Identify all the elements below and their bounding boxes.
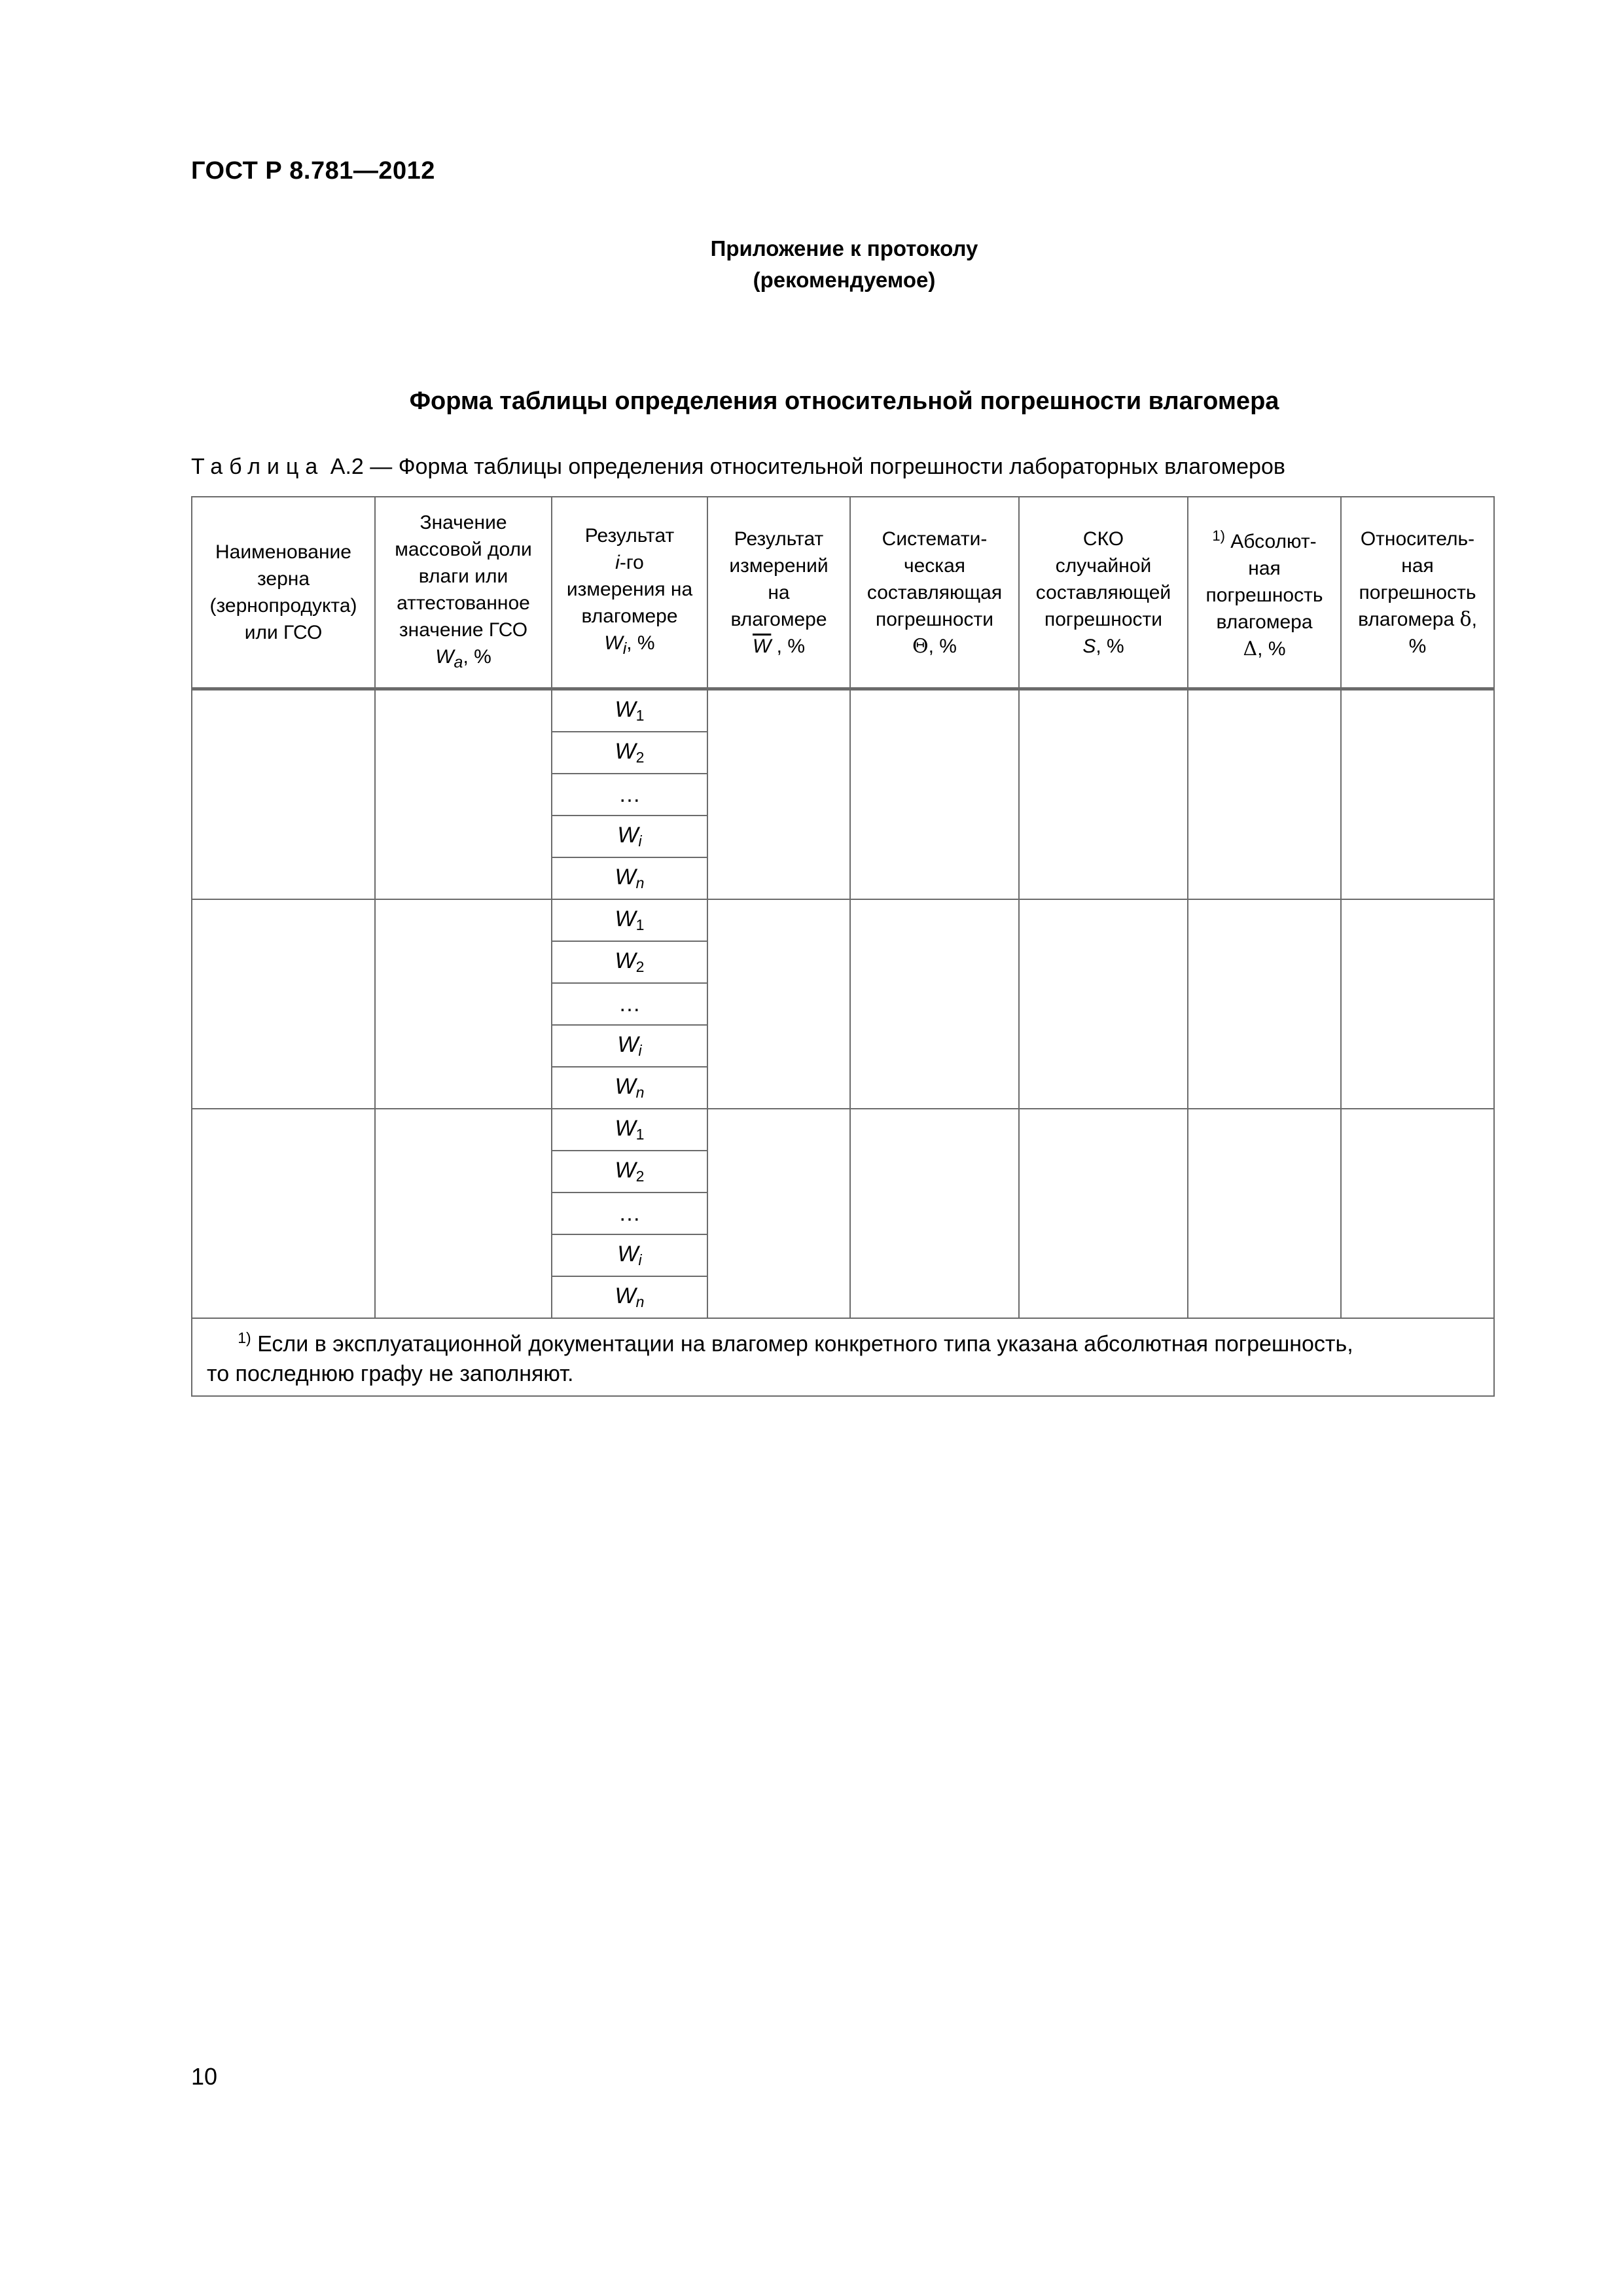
- footnote-row: [192, 1318, 1494, 1396]
- cell-measurement-symbol: $W_1$: [552, 899, 707, 941]
- cell-absolute-error: [1188, 899, 1341, 1109]
- header-absolute-error: $^{1)}$ Абсолют- ная погрешность влагомера Δ, %: [1188, 497, 1341, 689]
- error-table: [191, 496, 1495, 1397]
- cell-systematic-error: [850, 1109, 1019, 1318]
- cell-mean-result: [707, 689, 850, 900]
- header-ith-result: Результат i-го измерения на влагомере $W_i$, %: [552, 497, 707, 689]
- cell-random-sko: [1019, 1109, 1188, 1318]
- cell-relative-error: [1341, 689, 1494, 900]
- cell-measurement-symbol: …: [552, 774, 707, 816]
- cell-measurement-symbol: $W_i$: [552, 1025, 707, 1067]
- cell-grain-name: [192, 899, 375, 1109]
- cell-random-sko: [1019, 689, 1188, 900]
- caption-text: А.2 — Форма таблицы определения относительной погрешности лабораторных влагомеров: [330, 454, 1285, 479]
- measurement-row: [192, 1109, 1494, 1151]
- measurement-row: [192, 899, 1494, 941]
- form-title: Форма таблицы определения относительной погрешности влагомера: [409, 387, 1279, 415]
- cell-moisture-value: [375, 1109, 552, 1318]
- cell-grain-name: [192, 689, 375, 900]
- header-grain-name: Наименование зерна (зернопродукта) или ГСО: [192, 497, 375, 689]
- cell-systematic-error: [850, 689, 1019, 900]
- header-mean-result: Результат измерений на влагомере $\overline{W}$ , %: [707, 497, 850, 689]
- appendix-heading: [0, 233, 1623, 296]
- page-number: 10: [191, 2063, 218, 2090]
- cell-measurement-symbol: …: [552, 983, 707, 1025]
- appendix-line: Приложение к протоколу: [710, 236, 978, 260]
- cell-measurement-symbol: $W_2$: [552, 1151, 707, 1193]
- cell-measurement-symbol: $W_n$: [552, 1067, 707, 1109]
- cell-measurement-symbol: $W_i$: [552, 1234, 707, 1276]
- header-row: [192, 497, 1494, 689]
- cell-measurement-symbol: …: [552, 1193, 707, 1234]
- table-footnote: [192, 1318, 1494, 1396]
- cell-moisture-value: [375, 689, 552, 900]
- header-moisture-value: Значение массовой доли влаги или аттестованное значение ГСО $W_a$, %: [375, 497, 552, 689]
- caption-word: Таблица: [191, 454, 325, 479]
- cell-moisture-value: [375, 899, 552, 1109]
- table-body: [192, 689, 1494, 1397]
- footnote-text: Если в эксплуатационной документации на влагомер конкретного типа указана абсолютная погрешность,: [257, 1331, 1353, 1357]
- cell-mean-result: [707, 1109, 850, 1318]
- header-systematic-error: Системати- ческая составляющая погрешности Θ, %: [850, 497, 1019, 689]
- cell-random-sko: [1019, 899, 1188, 1109]
- cell-measurement-symbol: $W_1$: [552, 1109, 707, 1151]
- cell-relative-error: [1341, 899, 1494, 1109]
- table-caption: [191, 454, 1285, 480]
- cell-mean-result: [707, 899, 850, 1109]
- cell-absolute-error: [1188, 1109, 1341, 1318]
- cell-grain-name: [192, 1109, 375, 1318]
- cell-measurement-symbol: $W_n$: [552, 857, 707, 899]
- standard-code: ГОСТ Р 8.781—2012: [191, 157, 435, 185]
- measurement-row: [192, 689, 1494, 732]
- cell-measurement-symbol: $W_n$: [552, 1276, 707, 1318]
- cell-measurement-symbol: $W_2$: [552, 732, 707, 774]
- header-random-sko: СКО случайной составляющей погрешности S, %: [1019, 497, 1188, 689]
- cell-absolute-error: [1188, 689, 1341, 900]
- footnote-mark: 1): [238, 1329, 251, 1346]
- cell-measurement-symbol: $W_i$: [552, 816, 707, 857]
- footnote-text-continued: то последнюю графу не заполняют.: [207, 1361, 574, 1387]
- cell-measurement-symbol: $W_2$: [552, 941, 707, 983]
- appendix-qualifier: (рекомендуемое): [753, 268, 936, 292]
- header-relative-error: Относитель- ная погрешность влагомера δ, %: [1341, 497, 1494, 689]
- cell-measurement-symbol: $W_1$: [552, 689, 707, 732]
- cell-relative-error: [1341, 1109, 1494, 1318]
- cell-systematic-error: [850, 899, 1019, 1109]
